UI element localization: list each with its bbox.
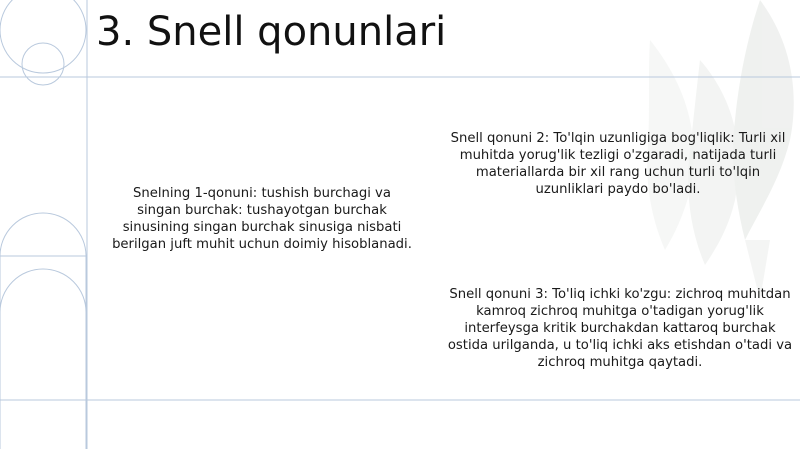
- arch-lower: [0, 269, 86, 449]
- law-2-text: Snell qonuni 2: To'lqin uzunligiga bog'liqlik: Turli xil muhitda yorug'lik tezligi o'zgaradi, natijada turli materiallarda bir xil rang uchun turli to'lqin uzunliklari paydo bo'ladi.: [450, 131, 786, 197]
- arch-upper: [0, 213, 86, 314]
- small-circle: [22, 43, 64, 85]
- law-3-text: Snell qonuni 3: To'liq ichki ko'zgu: zichroq muhitdan kamroq zichroq muhitga o'tadigan yorug'lik interfeysga kritik burchakdan kattaroq burchak ostida urilganda, u to'liq ichki aks etishdan o'tadi va zichroq muhitga qaytadi.: [447, 287, 793, 370]
- law-1-text: Snelning 1-qonuni: tushish burchagi va singan burchak: tushayotgan burchak sinusining singan burchak sinusiga nisbati berilgan juft muhit uchun doimiy hisoblanadi.: [112, 186, 412, 252]
- slide-title: 3. Snell qonunlari: [96, 9, 447, 55]
- large-circle: [0, 0, 86, 73]
